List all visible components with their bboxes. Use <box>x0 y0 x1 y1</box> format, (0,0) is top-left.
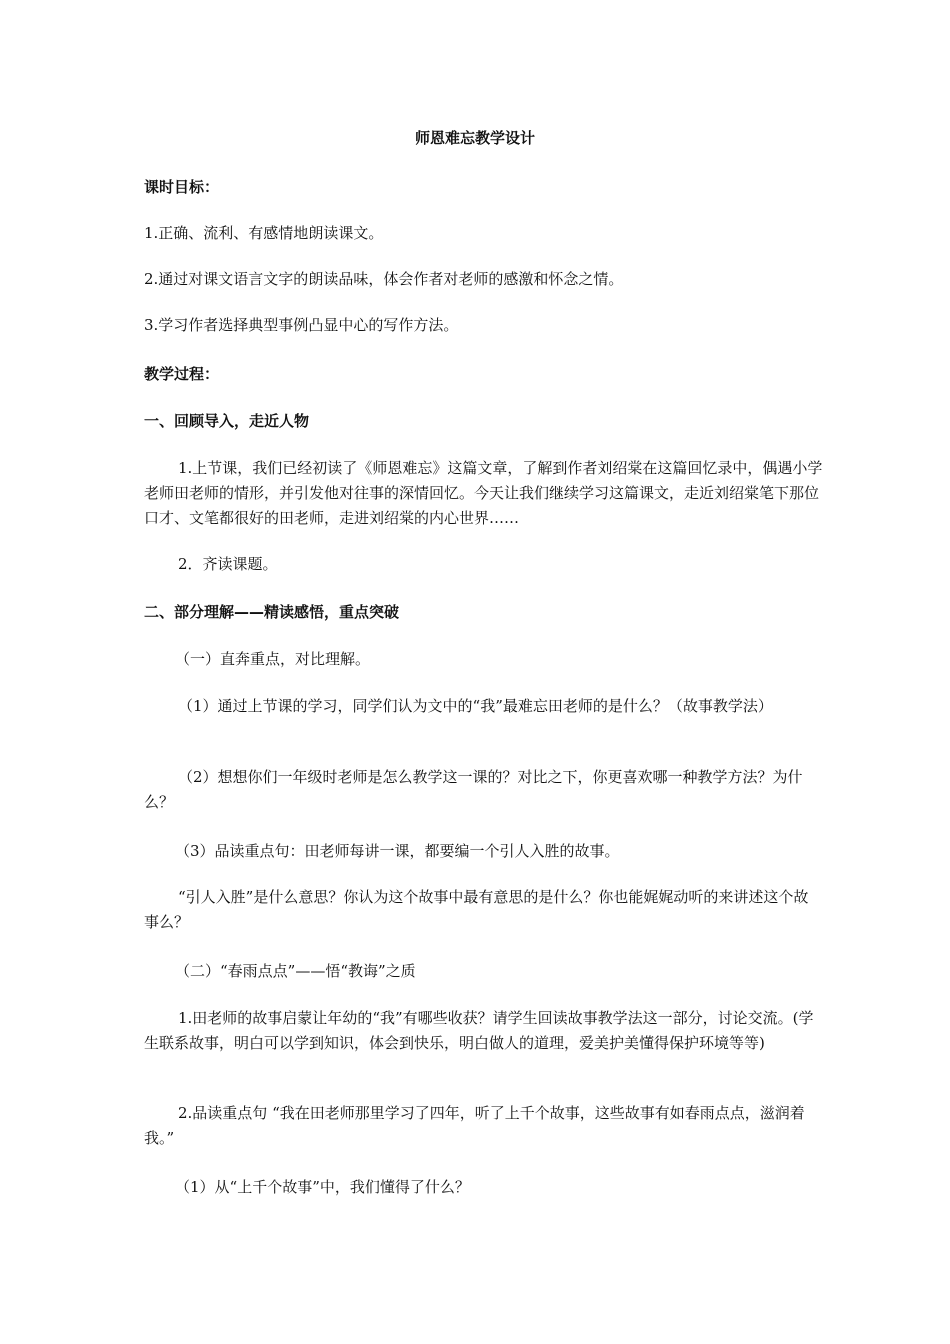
subsection2-heading: （二）“春雨点点”——悟“教诲”之质 <box>175 962 416 980</box>
objective-item: 1.正确、流利、有感情地朗读课文。 <box>144 224 384 242</box>
subsection1-heading: （一）直奔重点，对比理解。 <box>175 650 371 668</box>
document-title: 师恩难忘教学设计 <box>414 129 535 147</box>
question-paragraph: （1）通过上节课的学习，同学们认为文中的“我”最难忘田老师的是什么？（故事教学法） <box>178 697 773 715</box>
section1-paragraph: 2．齐读课题。 <box>178 555 278 573</box>
question-followup: “引人入胜”是什么意思？你认为这个故事中最有意思的是什么？你也能娓娓动听的来讲述这个故事么？ <box>144 888 809 931</box>
section1-paragraph: 1.上节课，我们已经初读了《师恩难忘》这篇文章，了解到作者刘绍棠在这篇回忆录中，偶遇小学老师田老师的情形，并引发他对往事的深情回忆。今天让我们继续学习这篇课文，走近刘绍棠笔下那位口才、文笔都很好的田老师，走进刘绍棠的内心世界…… <box>144 459 823 527</box>
question-paragraph: （3）品读重点句：田老师每讲一课，都要编一个引人入胜的故事。 <box>175 842 620 860</box>
section2-heading: 二、部分理解——精读感悟，重点突破 <box>144 603 400 621</box>
section1-heading: 一、回顾导入，走近人物 <box>144 412 310 430</box>
process-heading: 教学过程： <box>144 365 220 383</box>
objectives-heading: 课时目标： <box>144 178 220 196</box>
subsection2-paragraph: 1.田老师的故事启蒙让年幼的“我”有哪些收获？请学生回读故事教学法这一部分，讨论交流。(学生联系故事，明白可以学到知识，体会到快乐，明白做人的道理，爱美护美懂得保护环境等等) <box>144 1009 814 1052</box>
question-paragraph: （1）从“上千个故事”中，我们懂得了什么？ <box>175 1178 470 1196</box>
subsection2-paragraph: 2.品读重点句 “我在田老师那里学习了四年，听了上千个故事，这些故事有如春雨点点，滋润着我。” <box>144 1104 805 1147</box>
question-paragraph: （2）想想你们一年级时老师是怎么教学这一课的？对比之下，你更喜欢哪一种教学方法？为什么？ <box>144 768 803 811</box>
objective-item: 3.学习作者选择典型事例凸显中心的写作方法。 <box>144 316 459 334</box>
objective-item: 2.通过对课文语言文字的朗读品味，体会作者对老师的感激和怀念之情。 <box>144 270 624 288</box>
